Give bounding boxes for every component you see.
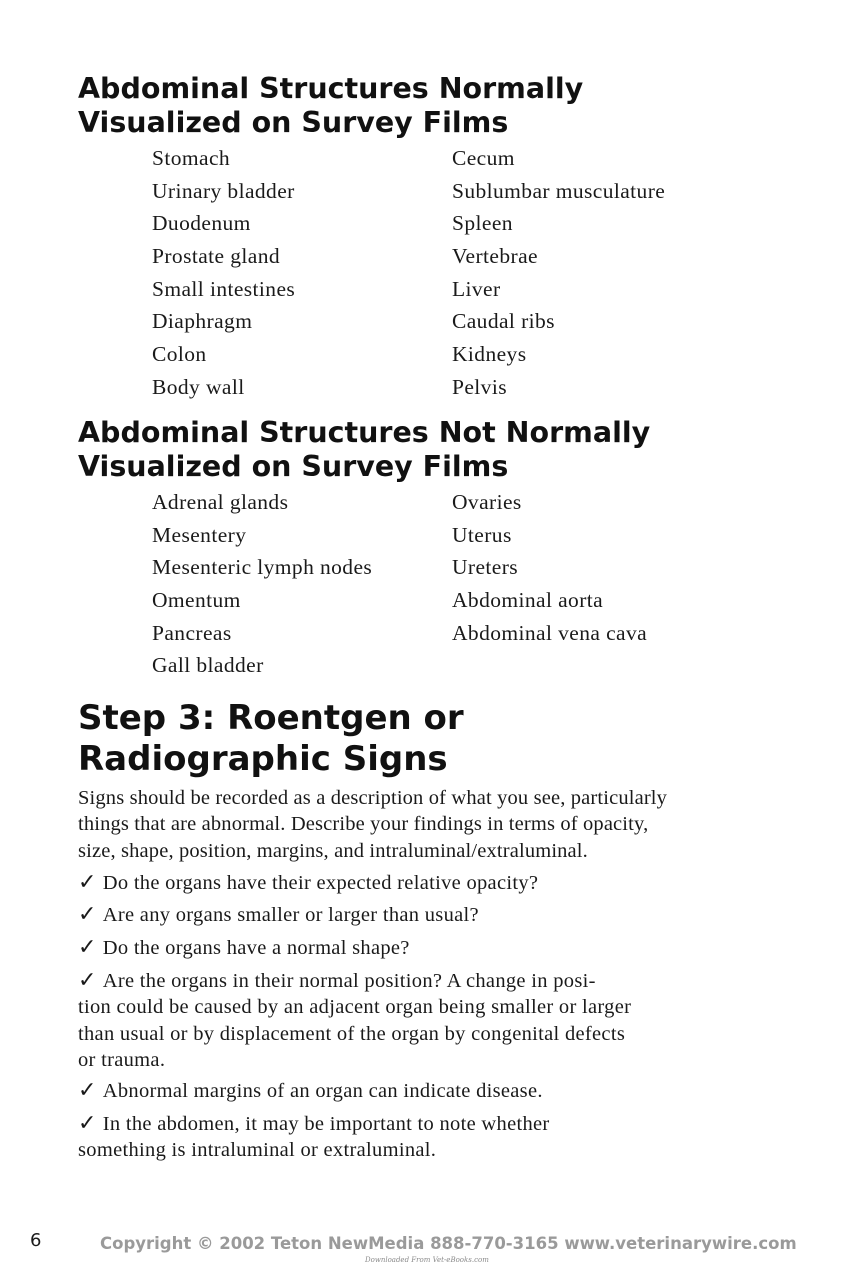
check-mark-icon: ✓ [78, 902, 97, 927]
list-item: Ureters [452, 555, 519, 580]
section-heading-normally-visualized [78, 72, 778, 140]
list-item: Cecum [452, 146, 515, 170]
list-item: Kidneys [452, 342, 527, 367]
page-number: 6 [30, 1230, 42, 1251]
list-item: Liver [452, 276, 501, 301]
list-item: Pancreas [152, 620, 232, 645]
list-item: Colon [152, 342, 207, 367]
list-item: Urinary bladder [152, 178, 295, 203]
heading-line: Abdominal Structures Not Normally [78, 416, 651, 449]
list-item: Prostate gland [152, 244, 281, 269]
list-item: Abdominal vena cava [452, 620, 648, 645]
checklist-text: or trauma. [78, 1048, 166, 1071]
list-item: Mesenteric lymph nodes [152, 555, 373, 580]
checklist-text: than usual or by displacement of the organ by congenital defects [78, 1022, 626, 1045]
heading-line: Step 3: Roentgen or [78, 698, 464, 738]
checklist-item [78, 1078, 778, 1104]
list-item: Gall bladder [152, 653, 264, 678]
checklist-text: In the abdomen, it may be important to note whether [102, 1113, 550, 1135]
list-column-right [452, 486, 647, 649]
check-mark-icon: ✓ [78, 935, 97, 960]
checklist-text: Are any organs smaller or larger than usual? [102, 904, 479, 926]
paragraph-line: things that are abnormal. Describe your findings in terms of opacity, [78, 813, 649, 836]
checklist-text: something is intraluminal or extraluminal. [78, 1139, 437, 1162]
list-item: Sublumbar musculature [452, 178, 666, 203]
list-item: Omentum [152, 588, 241, 613]
copyright-notice: Copyright © 2002 Teton NewMedia 888-770-3165 www.veterinarywire.com [100, 1234, 797, 1253]
heading-line: Visualized on Survey Films [78, 450, 509, 483]
heading-line: Abdominal Structures Normally [78, 72, 584, 105]
list-item: Ovaries [452, 490, 522, 514]
list-column-left [152, 486, 372, 682]
list-item: Uterus [452, 522, 512, 547]
paragraph-line: size, shape, position, margins, and intraluminal/extraluminal. [78, 839, 588, 862]
list-column-left [152, 142, 295, 404]
check-mark-icon: ✓ [78, 1111, 97, 1136]
list-item: Abdominal aorta [452, 588, 604, 613]
checklist-item [78, 1111, 778, 1164]
checklist-text: Do the organs have a normal shape? [102, 937, 410, 959]
list-item: Duodenum [152, 211, 251, 236]
list-item: Stomach [152, 146, 231, 170]
checklist-text: Are the organs in their normal position? A change in posi- [102, 970, 596, 992]
section-heading-not-normally-visualized [78, 416, 778, 484]
list-item: Caudal ribs [452, 309, 555, 334]
list-item: Pelvis [452, 374, 507, 399]
checklist-item [78, 968, 778, 1073]
heading-line: Visualized on Survey Films [78, 106, 509, 139]
check-mark-icon: ✓ [78, 870, 97, 895]
list-item: Mesentery [152, 522, 247, 547]
checklist-item [78, 935, 778, 961]
heading-line: Radiographic Signs [78, 739, 448, 779]
checklist-text: tion could be caused by an adjacent organ being smaller or larger [78, 996, 632, 1019]
step3-heading [78, 698, 798, 780]
checklist-text: Do the organs have their expected relative opacity? [102, 872, 539, 894]
check-mark-icon: ✓ [78, 968, 97, 993]
download-watermark: Downloaded From Vet-eBooks.com [365, 1256, 489, 1264]
list-item: Body wall [152, 374, 245, 399]
list-item: Small intestines [152, 276, 296, 301]
list-item: Spleen [452, 211, 513, 236]
list-item: Vertebrae [452, 244, 538, 269]
paragraph-line: Signs should be recorded as a description of what you see, particularly [78, 787, 668, 809]
checklist-text: Abnormal margins of an organ can indicate disease. [102, 1080, 543, 1102]
check-mark-icon: ✓ [78, 1078, 97, 1103]
list-item: Diaphragm [152, 309, 253, 334]
list-column-right [452, 142, 665, 404]
list-item: Adrenal glands [152, 490, 289, 514]
checklist-item [78, 870, 778, 896]
checklist-item [78, 902, 778, 928]
step3-intro-paragraph [78, 785, 778, 864]
